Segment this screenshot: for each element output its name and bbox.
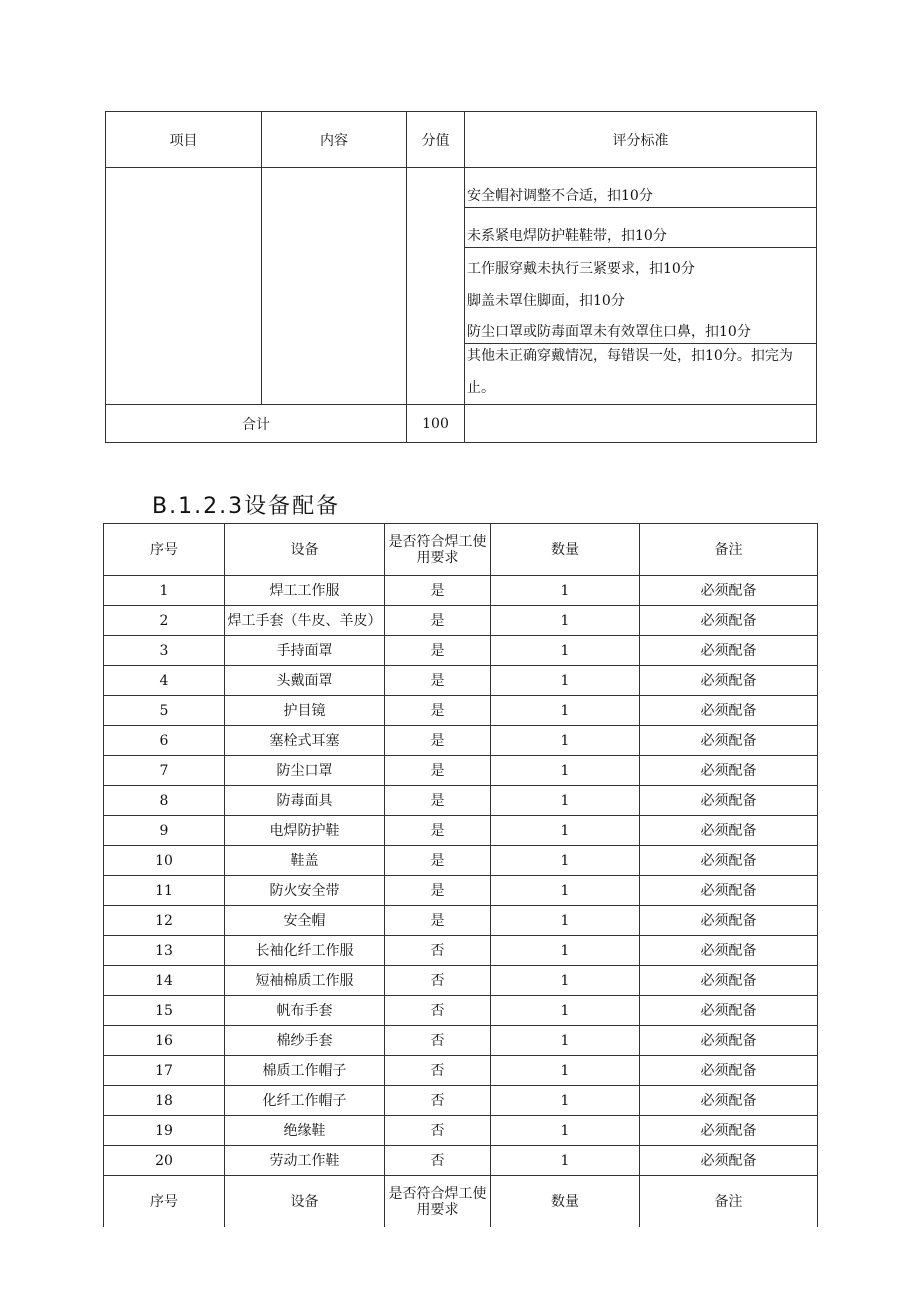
row-no: 19: [104, 1116, 225, 1146]
row-no: 10: [104, 846, 225, 876]
row-compliant: 是: [385, 756, 491, 786]
item-cell: [106, 168, 262, 405]
row-equipment: 鞋盖: [225, 846, 385, 876]
criteria-line: 工作服穿戴未执行三紧要求，扣10分: [467, 261, 695, 277]
table-row: [104, 1056, 818, 1086]
table-row: [104, 1146, 818, 1176]
footer-quantity: 数量: [491, 1176, 640, 1228]
content-cell: [262, 168, 407, 405]
row-remark: 必须配备: [640, 636, 818, 666]
row-compliant: 否: [385, 1086, 491, 1116]
row-compliant: 是: [385, 726, 491, 756]
row-quantity: 1: [491, 1026, 640, 1056]
row-equipment: [225, 606, 385, 636]
row-no: 1: [104, 576, 225, 606]
table-row: [104, 906, 818, 936]
row-equipment: 护目镜: [225, 696, 385, 726]
row-quantity: 1: [491, 666, 640, 696]
row-no: 9: [104, 816, 225, 846]
row-no: 7: [104, 756, 225, 786]
footer-remark: 备注: [640, 1176, 818, 1228]
row-remark: 必须配备: [640, 726, 818, 756]
row-compliant: 是: [385, 906, 491, 936]
row-quantity: 1: [491, 636, 640, 666]
row-compliant: 是: [385, 636, 491, 666]
criteria-line: 防尘口罩或防毒面罩未有效罩住口鼻，扣10分: [465, 312, 816, 344]
header-equipment: 设备: [225, 524, 385, 576]
row-quantity: 1: [491, 876, 640, 906]
scoring-body-row: [106, 168, 817, 405]
row-remark: 必须配备: [640, 576, 818, 606]
equipment-footer-header-row: [104, 1176, 818, 1228]
row-quantity: 1: [491, 1116, 640, 1146]
table-row: [104, 696, 818, 726]
row-remark: 必须配备: [640, 1146, 818, 1176]
table-row: [104, 726, 818, 756]
table-row: [104, 876, 818, 906]
header-content: 内容: [262, 112, 407, 168]
criteria-line: 安全帽衬调整不合适，扣10分: [465, 168, 816, 208]
row-no: 18: [104, 1086, 225, 1116]
row-no: 13: [104, 936, 225, 966]
table-row: [104, 966, 818, 996]
row-remark: 必须配备: [640, 786, 818, 816]
row-compliant: 否: [385, 996, 491, 1026]
row-quantity: 1: [491, 996, 640, 1026]
row-compliant: 否: [385, 1026, 491, 1056]
row-compliant: 是: [385, 606, 491, 636]
table-row: [104, 786, 818, 816]
scoring-table: [105, 111, 817, 443]
table-row: [104, 996, 818, 1026]
header-item: 项目: [106, 112, 262, 168]
row-compliant: 是: [385, 846, 491, 876]
total-label: 合计: [106, 405, 407, 443]
row-compliant: 否: [385, 1056, 491, 1086]
row-equipment: 化纤工作帽子: [225, 1086, 385, 1116]
row-remark: 必须配备: [640, 666, 818, 696]
row-quantity: 1: [491, 966, 640, 996]
criteria-line: 脚盖未罩住脚面，扣10分: [467, 293, 625, 309]
row-compliant: 是: [385, 816, 491, 846]
row-remark: 必须配备: [640, 1026, 818, 1056]
row-compliant: 是: [385, 786, 491, 816]
row-equipment: 帆布手套: [225, 996, 385, 1026]
table-row: [104, 1116, 818, 1146]
table-row: [104, 846, 818, 876]
row-no: 11: [104, 876, 225, 906]
row-no: 5: [104, 696, 225, 726]
criteria-line: 其他未正确穿戴情况，每错误一处，扣10分。扣完为止。: [467, 348, 793, 396]
row-remark: 必须配备: [640, 996, 818, 1026]
row-compliant: 是: [385, 666, 491, 696]
row-quantity: 1: [491, 936, 640, 966]
row-equipment: 手持面罩: [225, 636, 385, 666]
table-row: [104, 1086, 818, 1116]
row-remark: 必须配备: [640, 1116, 818, 1146]
header-criteria: 评分标准: [465, 112, 817, 168]
criteria-line: 未系紧电焊防护鞋鞋带，扣10分: [465, 208, 816, 248]
row-no: 15: [104, 996, 225, 1026]
criteria-cell: [465, 168, 817, 405]
equipment-table: [103, 523, 818, 1227]
row-quantity: 1: [491, 1086, 640, 1116]
row-quantity: 1: [491, 606, 640, 636]
row-remark: 必须配备: [640, 846, 818, 876]
row-equipment: 防毒面具: [225, 786, 385, 816]
row-no: 14: [104, 966, 225, 996]
row-compliant: 否: [385, 936, 491, 966]
row-equipment: 长袖化纤工作服: [225, 936, 385, 966]
row-equipment: 电焊防护鞋: [225, 816, 385, 846]
row-equipment: 绝缘鞋: [225, 1116, 385, 1146]
row-remark: 必须配备: [640, 816, 818, 846]
row-no: 2: [104, 606, 225, 636]
total-row: [106, 405, 817, 443]
equipment-name-clipped: 焊工手套（牛皮、羊皮）: [227, 612, 382, 629]
row-no: 8: [104, 786, 225, 816]
section-title: B.1.2.3设备配备: [152, 494, 341, 519]
row-equipment: 安全帽: [225, 906, 385, 936]
row-no: 16: [104, 1026, 225, 1056]
row-remark: 必须配备: [640, 876, 818, 906]
row-compliant: 否: [385, 1116, 491, 1146]
table-row: [104, 576, 818, 606]
scoring-header-row: [106, 112, 817, 168]
row-quantity: 1: [491, 1146, 640, 1176]
row-no: 17: [104, 1056, 225, 1086]
header-quantity: 数量: [491, 524, 640, 576]
row-equipment: 焊工工作服: [225, 576, 385, 606]
row-compliant: 否: [385, 1146, 491, 1176]
row-quantity: 1: [491, 756, 640, 786]
row-equipment: 塞栓式耳塞: [225, 726, 385, 756]
row-quantity: 1: [491, 576, 640, 606]
table-row: [104, 756, 818, 786]
row-no: 4: [104, 666, 225, 696]
row-quantity: 1: [491, 786, 640, 816]
header-no: 序号: [104, 524, 225, 576]
row-compliant: 是: [385, 576, 491, 606]
row-equipment: 头戴面罩: [225, 666, 385, 696]
row-remark: 必须配备: [640, 606, 818, 636]
table-row: [104, 936, 818, 966]
row-compliant: 是: [385, 876, 491, 906]
row-quantity: 1: [491, 906, 640, 936]
row-equipment: 棉纱手套: [225, 1026, 385, 1056]
row-equipment: 劳动工作鞋: [225, 1146, 385, 1176]
row-remark: 必须配备: [640, 906, 818, 936]
row-no: 6: [104, 726, 225, 756]
row-remark: 必须配备: [640, 756, 818, 786]
row-quantity: 1: [491, 846, 640, 876]
row-remark: 必须配备: [640, 1056, 818, 1086]
row-no: 12: [104, 906, 225, 936]
row-compliant: 是: [385, 696, 491, 726]
row-quantity: 1: [491, 1056, 640, 1086]
table-row: [104, 606, 818, 636]
header-score: 分值: [407, 112, 465, 168]
row-remark: 必须配备: [640, 1086, 818, 1116]
footer-no: 序号: [104, 1176, 225, 1228]
row-no: 20: [104, 1146, 225, 1176]
table-row: [104, 636, 818, 666]
header-remark: 备注: [640, 524, 818, 576]
row-remark: 必须配备: [640, 966, 818, 996]
table-row: [104, 1026, 818, 1056]
row-quantity: 1: [491, 816, 640, 846]
row-equipment: 棉质工作帽子: [225, 1056, 385, 1086]
header-compliant: 是否符合焊工使用要求: [385, 524, 491, 576]
table-row: [104, 816, 818, 846]
row-quantity: 1: [491, 726, 640, 756]
equipment-header-row: [104, 524, 818, 576]
row-quantity: 1: [491, 696, 640, 726]
row-equipment: 短袖棉质工作服: [225, 966, 385, 996]
total-value: 100: [407, 405, 465, 443]
row-remark: 必须配备: [640, 936, 818, 966]
row-no: 3: [104, 636, 225, 666]
score-cell: [407, 168, 465, 405]
row-equipment: 防尘口罩: [225, 756, 385, 786]
row-compliant: 否: [385, 966, 491, 996]
footer-equipment: 设备: [225, 1176, 385, 1228]
row-remark: 必须配备: [640, 696, 818, 726]
row-equipment: 防火安全带: [225, 876, 385, 906]
table-row: [104, 666, 818, 696]
footer-compliant: 是否符合焊工使用要求: [385, 1176, 491, 1228]
